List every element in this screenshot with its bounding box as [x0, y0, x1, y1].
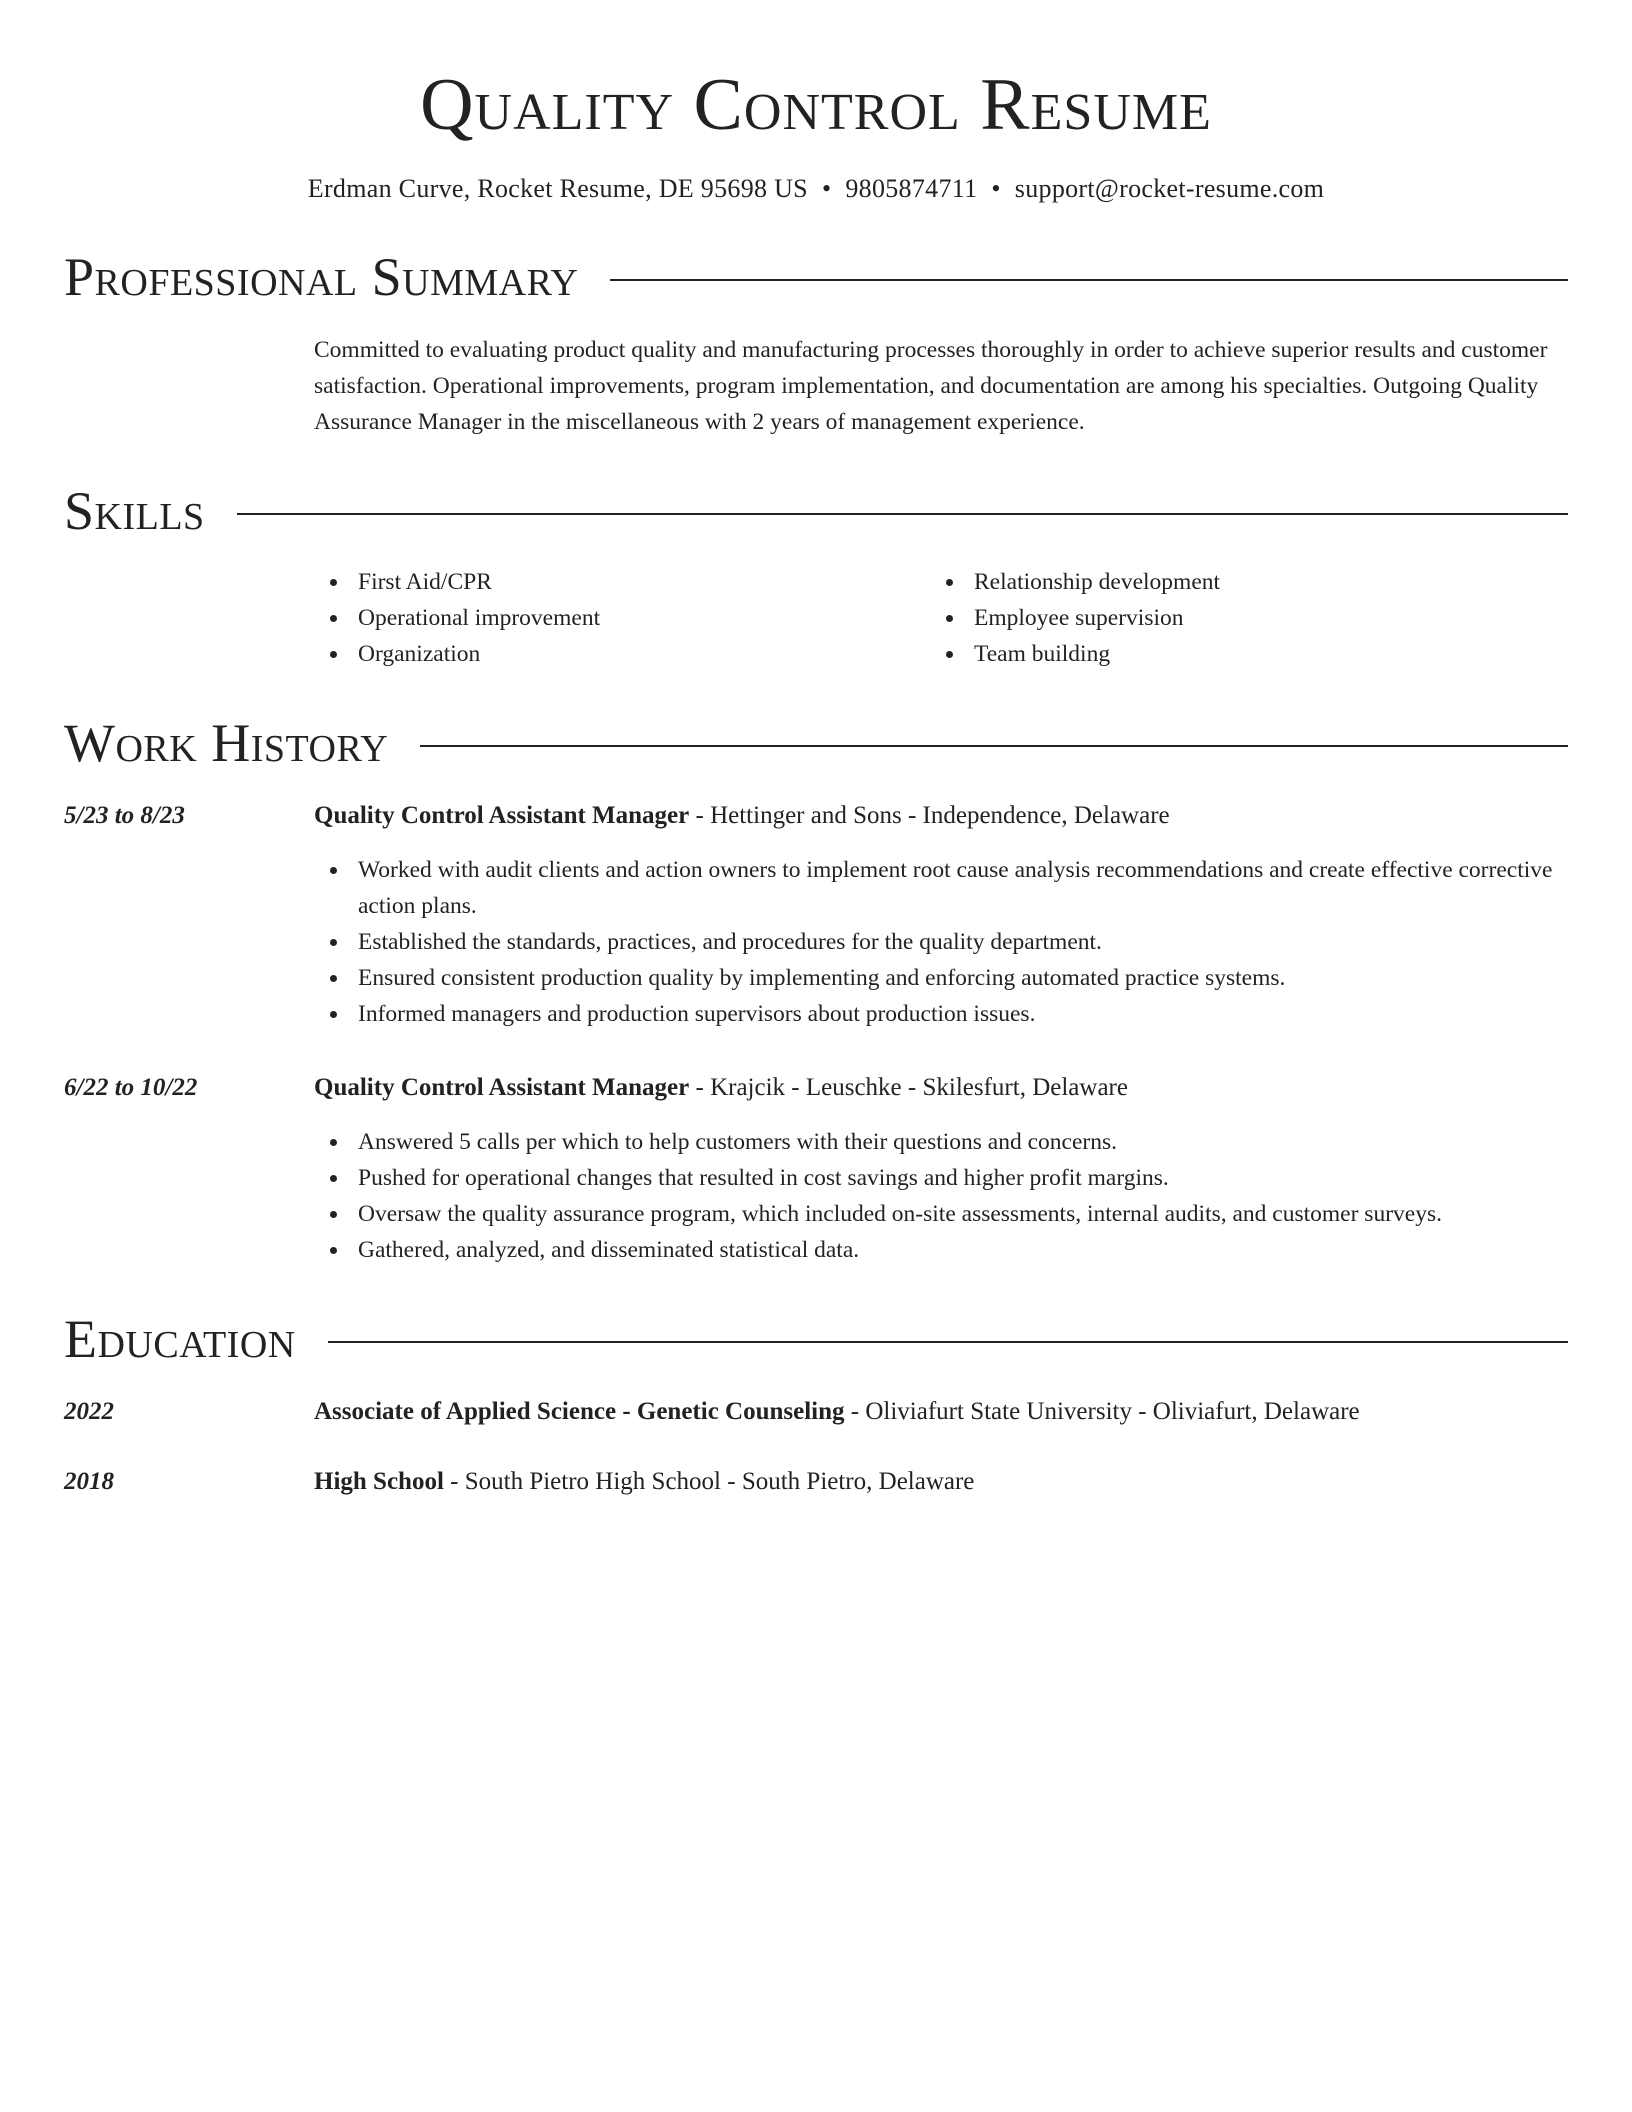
- job-role: Quality Control Assistant Manager: [314, 802, 690, 829]
- job-dates: 5/23 to 8/23: [64, 802, 185, 829]
- job-bullets: [314, 852, 1568, 1032]
- education-heading: [314, 1394, 1568, 1430]
- job-bullet: Pushed for operational changes that resulted in cost savings and higher profit margins.: [314, 1160, 1568, 1196]
- education-entry: [64, 1394, 1568, 1430]
- education-heading: [314, 1464, 1568, 1500]
- skills-section-header: [64, 478, 1568, 544]
- skill-item: First Aid/CPR: [314, 564, 930, 600]
- education-degree: High School: [314, 1468, 444, 1495]
- section-divider: [237, 513, 1568, 515]
- section-divider: [420, 745, 1568, 747]
- job-heading: [314, 1070, 1568, 1106]
- skill-item: Team building: [930, 636, 1546, 672]
- skills-section-title: Skills: [64, 481, 205, 541]
- summary-section-header: [64, 244, 1568, 310]
- resume-page: [64, 0, 1568, 1500]
- work-section-title: Work History: [64, 713, 389, 773]
- education-section-title: Education: [64, 1309, 296, 1369]
- education-section-header: [64, 1306, 1568, 1372]
- skill-item: Operational improvement: [314, 600, 930, 636]
- job-bullet: Ensured consistent production quality by implementing and enforcing automated practice systems.: [314, 960, 1568, 996]
- skills-list: [314, 564, 1568, 672]
- job-bullet: Established the standards, practices, and procedures for the quality department.: [314, 924, 1568, 960]
- job-heading: [314, 798, 1568, 834]
- education-year: 2022: [64, 1398, 114, 1425]
- section-divider: [610, 279, 1568, 281]
- job-dates: 6/22 to 10/22: [64, 1074, 198, 1101]
- contact-phone: 9805874711: [845, 174, 978, 203]
- job-bullet: Gathered, analyzed, and disseminated statistical data.: [314, 1232, 1568, 1268]
- job-details: - Krajcik - Leuschke - Skilesfurt, Delaware: [689, 1074, 1128, 1101]
- job-bullets: [314, 1124, 1568, 1268]
- skill-item: Relationship development: [930, 564, 1546, 600]
- summary-text: Committed to evaluating product quality and manufacturing processes thoroughly in order to achieve superior results and customer satisfaction. Operational improvements, program implementation, and documentation are among his specialties. Outgoing Quality Assurance Manager in the miscellaneous with 2 years of management experience.: [314, 337, 1548, 435]
- skills-column-right: [930, 564, 1546, 672]
- job-bullet: Answered 5 calls per which to help customers with their questions and concerns.: [314, 1124, 1568, 1160]
- education-year: 2018: [64, 1468, 114, 1495]
- skill-item: Organization: [314, 636, 930, 672]
- contact-email: support@rocket-resume.com: [1014, 174, 1325, 203]
- contact-line: [64, 172, 1568, 206]
- job-entry: [64, 1070, 1568, 1268]
- contact-address: Erdman Curve, Rocket Resume, DE 95698 US: [307, 174, 808, 203]
- job-bullet: Worked with audit clients and action owners to implement root cause analysis recommendations and create effective corrective action plans.: [314, 852, 1568, 924]
- contact-separator: •: [991, 174, 1001, 203]
- contact-separator: •: [821, 174, 832, 203]
- work-section-header: [64, 710, 1568, 776]
- education-entry: [64, 1464, 1568, 1500]
- job-role: Quality Control Assistant Manager: [314, 1074, 690, 1101]
- education-details: - Oliviafurt State University - Oliviafurt, Delaware: [844, 1398, 1360, 1425]
- resume-title: Quality Control Resume: [420, 64, 1212, 146]
- job-bullet: Informed managers and production supervisors about production issues.: [314, 996, 1568, 1032]
- job-details: - Hettinger and Sons - Independence, Delaware: [689, 802, 1170, 829]
- education-details: - South Pietro High School - South Pietro, Delaware: [443, 1468, 975, 1495]
- skills-column-left: [314, 564, 930, 672]
- education-degree: Associate of Applied Science - Genetic Counseling: [314, 1398, 845, 1425]
- skill-item: Employee supervision: [930, 600, 1546, 636]
- job-entry: [64, 798, 1568, 1032]
- section-divider: [328, 1341, 1568, 1343]
- summary-section-title: Professional Summary: [64, 247, 579, 307]
- job-bullet: Oversaw the quality assurance program, which included on-site assessments, internal audits, and customer surveys.: [314, 1196, 1568, 1232]
